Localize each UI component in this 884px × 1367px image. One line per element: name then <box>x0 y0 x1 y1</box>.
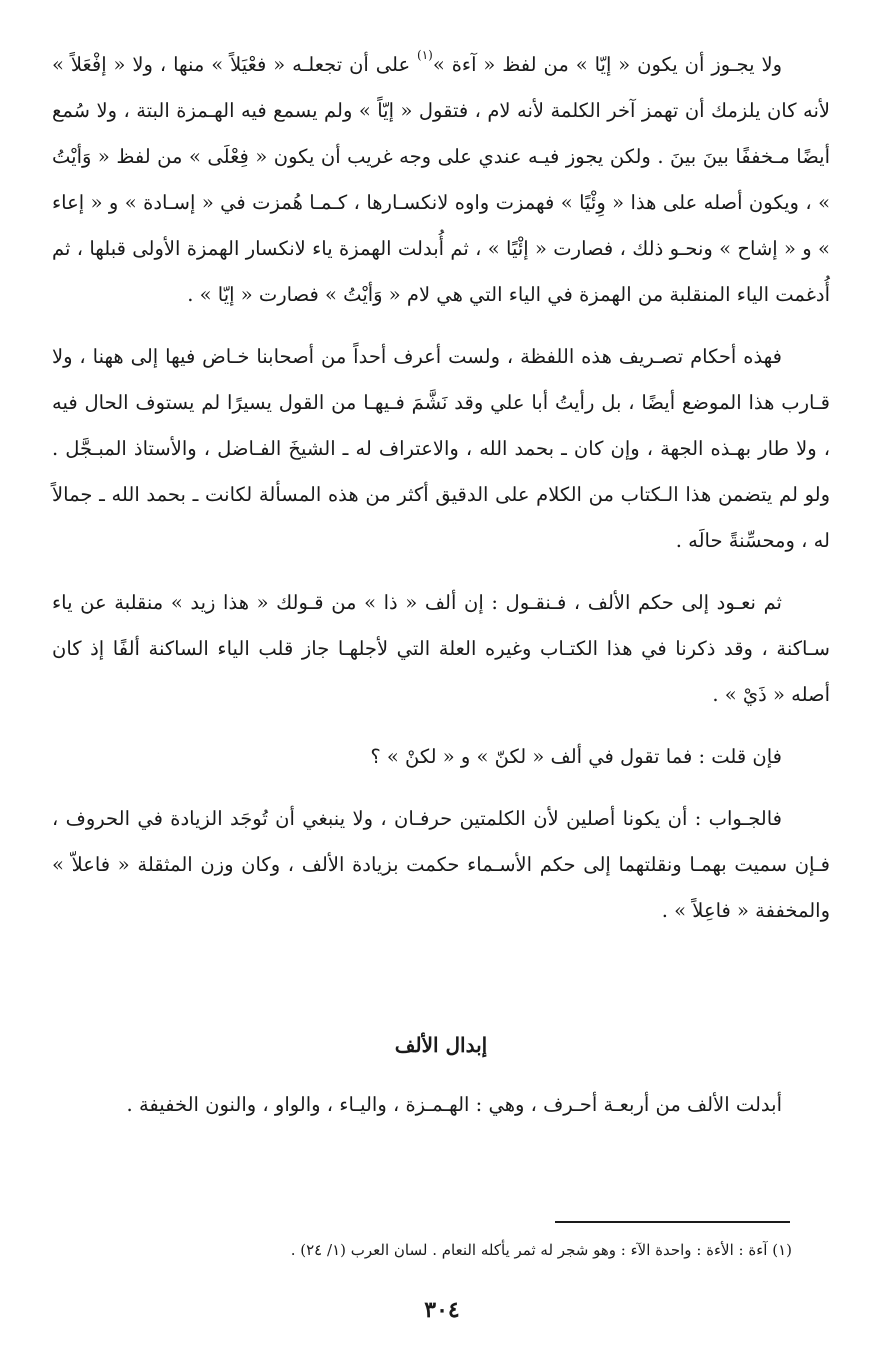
paragraph-1 <box>52 42 830 318</box>
footnote: (١) آءة : الأءة : واحدة الآء : وهو شجر له ثمر يأكله النعام . لسان العرب (١/ ٢٤) . <box>290 1241 792 1259</box>
footnote-divider <box>555 1221 790 1223</box>
footnote-marker: (١) <box>417 48 433 62</box>
paragraph-4: فإن قلت : فما تقول في ألف « لكنّ » و « لكنْ » ؟ <box>370 745 782 768</box>
paragraph-1-rest: على أن تجعلـه « فعْيَلاً » منها ، ولا « إفْعَلاً » لأنه كان يلزمك أن تهمز آخر الكلمة لأنه لام ، فتقول « إيّاً » ولم يسمع فيه الهـمزة البتة ، ولا سُمع أيضًا مـخففًا بينَ بينَ . ولكن يجوز فيـه عندي على وجه غريب أن يكون « فِعْلَى » من لفظ « وَأيْتُ » ، ويكون أصله على هذا « وِئْيًا » فهمزت واوه لانكسـارها ، كـمـا هُمزت في « إسـادة » و « إعاء » و « إشاح » ونحـو ذلك ، فصارت « إئْيًا » ، ثم أُبدلت الهمزة ياء لانكسار الهمزة الأولى قبلها ، ثم أُدغمت الياء المنقلبة من الهمزة في الياء التي هي لام « وَأيْتُ » فصارت « إيّا » . <box>52 53 830 306</box>
paragraph-5: فالجـواب : أن يكونا أصلين لأن الكلمتين حرفـان ، ولا ينبغي أن تُوجَد الزيادة في الحروف ، فـإن سميت بهمـا ونقلتهما إلى حكم الأسـماء حكمت بزيادة الألف ، وكان وزن المثقلة « فاعلاّ » والمخففة « فاعِلاً » . <box>52 807 830 922</box>
section-heading: إبدال الألف <box>394 1033 488 1057</box>
page-number: ٣٠٤ <box>424 1297 460 1323</box>
paragraph-3: ثم نعـود إلى حكم الألف ، فـنقـول : إن ألف « ذا » من قـولك « هذا زيد » منقلبة عن ياء سـاكنة ، وقد ذكرنا في هذا الكتـاب وغيره العلة التي لأجلهـا جاز قلب الياء الساكنة ألفًا إذ كان أصله « ذَيْ » . <box>52 591 830 706</box>
main-text <box>52 42 830 950</box>
paragraph-1-start: ولا يجـوز أن يكون « إيّا » من لفظ « آءة » <box>432 53 782 76</box>
section-body: أبدلت الألف من أربعـة أحـرف ، وهي : الهـمـزة ، واليـاء ، والواو ، والنون الخفيفة . <box>126 1093 782 1116</box>
paragraph-2: فهذه أحكام تصـريف هذه اللفظة ، ولست أعرف أحداً من أصحابنا خـاض فيها إلى ههنا ، ولا قـارب هذا الموضع أيضًا ، بل رأيتُ أبا علي وقد نَشَّمَ فـيهـا من القول يسيرًا لم يستوف الحال فيه ، ولا طار بهـذه الجهة ، وإن كان ـ بحمد الله ، والاعتراف له ـ الشيخَ الفـاضل ، والأستاذ المبـجَّل . ولو لم يتضمن هذا الـكتاب من الكلام على الدقيق أكثر من هذه المسألة لكانت ـ بحمد الله ـ جمالاً له ، ومحسِّنةً حالَه . <box>52 345 830 552</box>
section-alef-substitution <box>52 1022 830 1128</box>
